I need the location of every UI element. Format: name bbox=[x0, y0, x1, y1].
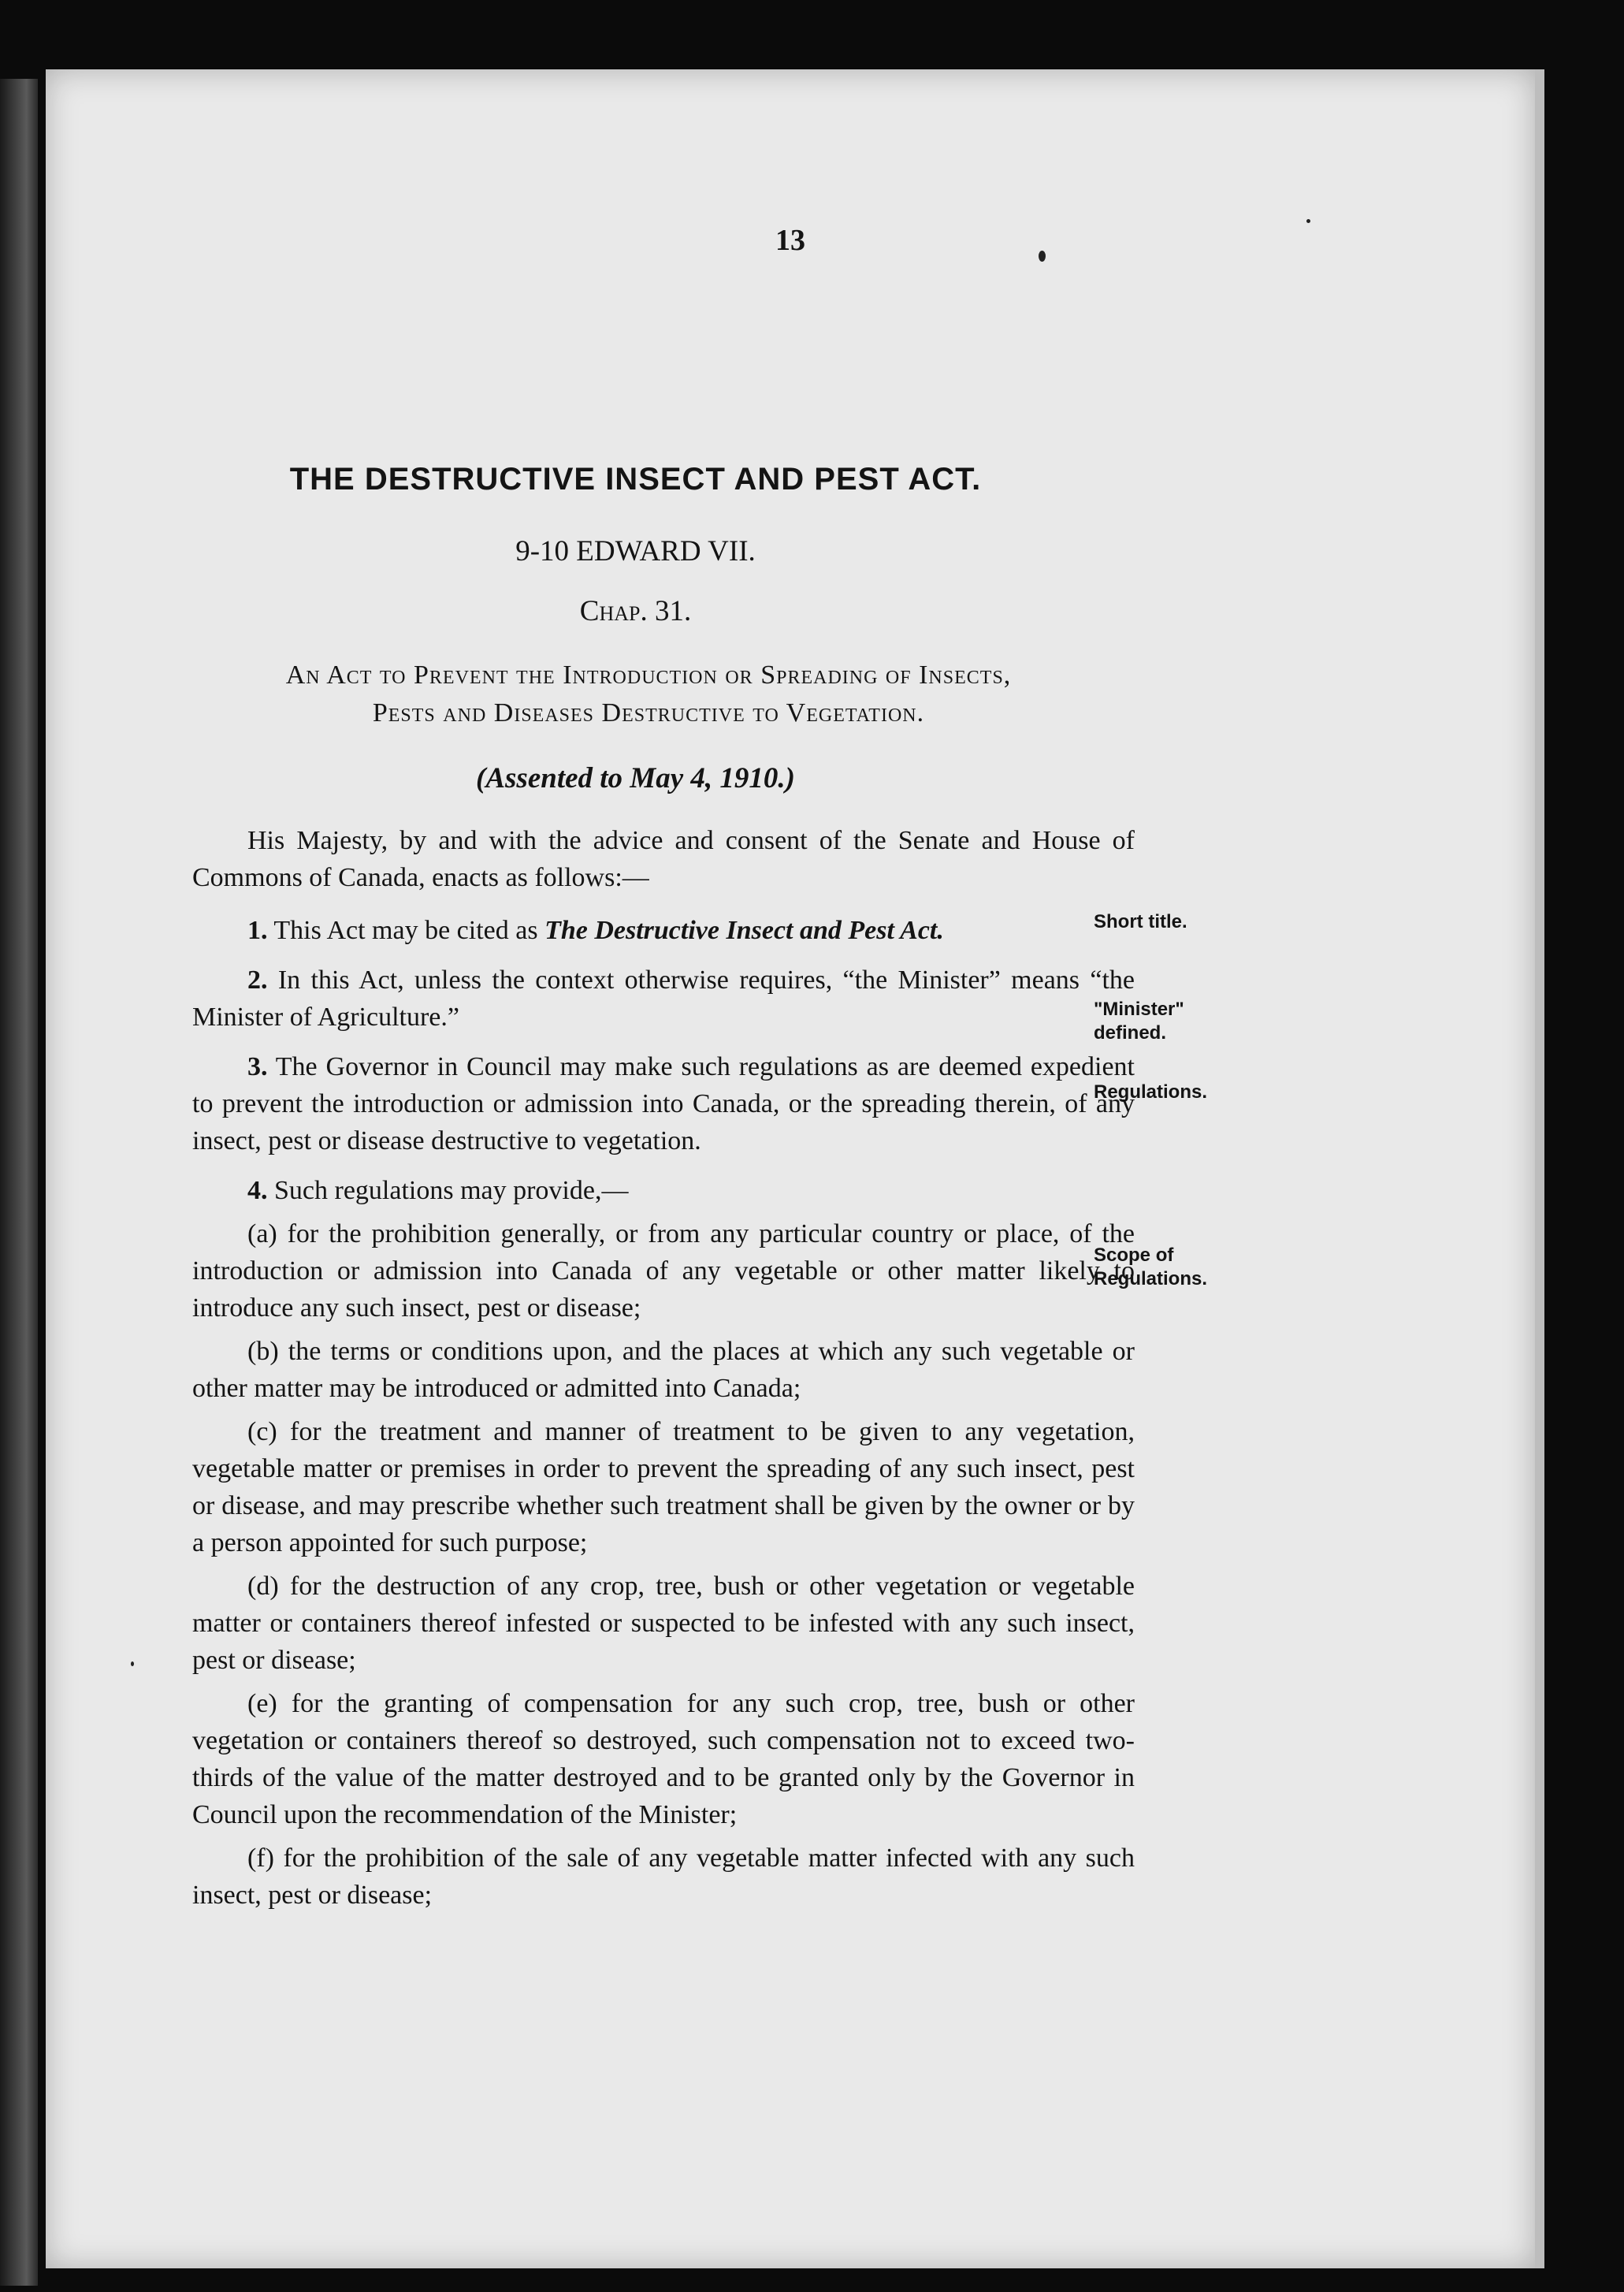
regnal-year: 9-10 EDWARD VII. bbox=[515, 535, 756, 567]
paragraph-label: (b) bbox=[247, 1337, 279, 1366]
short-title-text: The Destructive Insect and Pest Act. bbox=[544, 916, 944, 945]
scan-left-edge bbox=[0, 79, 38, 2286]
paragraph-f bbox=[192, 1840, 1135, 1914]
paragraph-text: for the treatment and manner of treatment to be given to any vegetation, vegetable matter or premises in order to prevent the spreading of any such insect, pest or disease, and may prescribe whether such treatment shall be given by the owner or by a person appointed for such purpose; bbox=[192, 1417, 1135, 1557]
paragraph-text: for the granting of compensation for any such crop, tree, bush or other vegetation or containers thereof so destroyed, such compensation not to exceed two-thirds of the value of the matter destroyed and to be granted only by the Governor in Council upon the recommendation of the Minister; bbox=[192, 1689, 1135, 1829]
document-page bbox=[46, 69, 1535, 2268]
section-text: In this Act, unless the context otherwise requires, “the Minister” means “the Minister of Agriculture.” bbox=[192, 966, 1135, 1032]
scan-right-edge bbox=[1535, 69, 1544, 2268]
section-1 bbox=[192, 912, 1135, 949]
paragraph-label: (a) bbox=[247, 1219, 277, 1248]
paragraph-text: for the prohibition generally, or from any particular country or place, of the introduction or admission into Canada of any vegetable or other matter likely to introduce any such insect, pest or disease; bbox=[192, 1219, 1135, 1323]
section-4 bbox=[192, 1172, 1135, 1209]
scan-speck bbox=[131, 1661, 134, 1666]
act-title: THE DESTRUCTIVE INSECT AND PEST ACT. bbox=[289, 462, 982, 497]
margin-note-line: "Minister" bbox=[1094, 999, 1184, 1020]
section-3 bbox=[192, 1048, 1135, 1159]
section-number: 2. bbox=[247, 966, 268, 995]
paragraph-a bbox=[192, 1215, 1135, 1326]
section-2 bbox=[192, 962, 1135, 1036]
margin-note-regulations: Regulations. bbox=[1094, 1081, 1208, 1103]
page-number: 13 bbox=[775, 224, 805, 257]
margin-note-scope bbox=[1094, 1244, 1291, 1291]
margin-note-line: defined. bbox=[1094, 1022, 1167, 1044]
section-number: 3. bbox=[247, 1052, 268, 1081]
paragraph-label: (f) bbox=[247, 1844, 274, 1873]
paragraph-e bbox=[192, 1685, 1135, 1833]
paragraph-c bbox=[192, 1413, 1135, 1561]
long-title-line: Pests and Diseases Destructive to Vegetation. bbox=[372, 698, 925, 727]
section-number: 1. bbox=[247, 916, 268, 945]
long-title-line: An Act to Prevent the Introduction or Spreading of Insects, bbox=[285, 660, 1012, 690]
paragraph-d bbox=[192, 1568, 1135, 1679]
enacting-clause: His Majesty, by and with the advice and consent of the Senate and House of Commons of Canada, enacts as follows:— bbox=[192, 826, 1135, 892]
chapter-number: Chap. 31. bbox=[579, 595, 692, 627]
section-number: 4. bbox=[247, 1176, 268, 1205]
section-text: Such regulations may provide,— bbox=[274, 1176, 629, 1205]
long-title bbox=[164, 657, 1133, 732]
margin-note-minister-defined bbox=[1094, 998, 1291, 1045]
paragraph-label: (d) bbox=[247, 1572, 279, 1601]
paragraph-b bbox=[192, 1333, 1135, 1407]
margin-note-line: Regulations. bbox=[1094, 1268, 1208, 1289]
paragraph-text: the terms or conditions upon, and the places at which any such vegetable or other matter may be introduced or admitted into Canada; bbox=[192, 1337, 1135, 1403]
margin-note-line: Scope of bbox=[1094, 1245, 1174, 1266]
section-text: The Governor in Council may make such regulations as are deemed expedient to prevent the introduction or admission into Canada, or the spreading therein, of any insect, pest or disease destructive to vegetation. bbox=[192, 1052, 1135, 1155]
assent-date: (Assented to May 4, 1910.) bbox=[476, 762, 795, 794]
paragraph-label: (e) bbox=[247, 1689, 277, 1718]
act-body bbox=[192, 822, 1135, 1920]
margin-note-short-title: Short title. bbox=[1094, 911, 1187, 932]
paragraph-text: for the prohibition of the sale of any vegetable matter infected with any such insect, pest or disease; bbox=[192, 1844, 1135, 1910]
paragraph-text: for the destruction of any crop, tree, bush or other vegetation or vegetable matter or containers thereof infested or suspected to be infested with any such insect, pest or disease; bbox=[192, 1572, 1135, 1675]
section-text: This Act may be cited as bbox=[273, 916, 538, 945]
paragraph-label: (c) bbox=[247, 1417, 277, 1446]
